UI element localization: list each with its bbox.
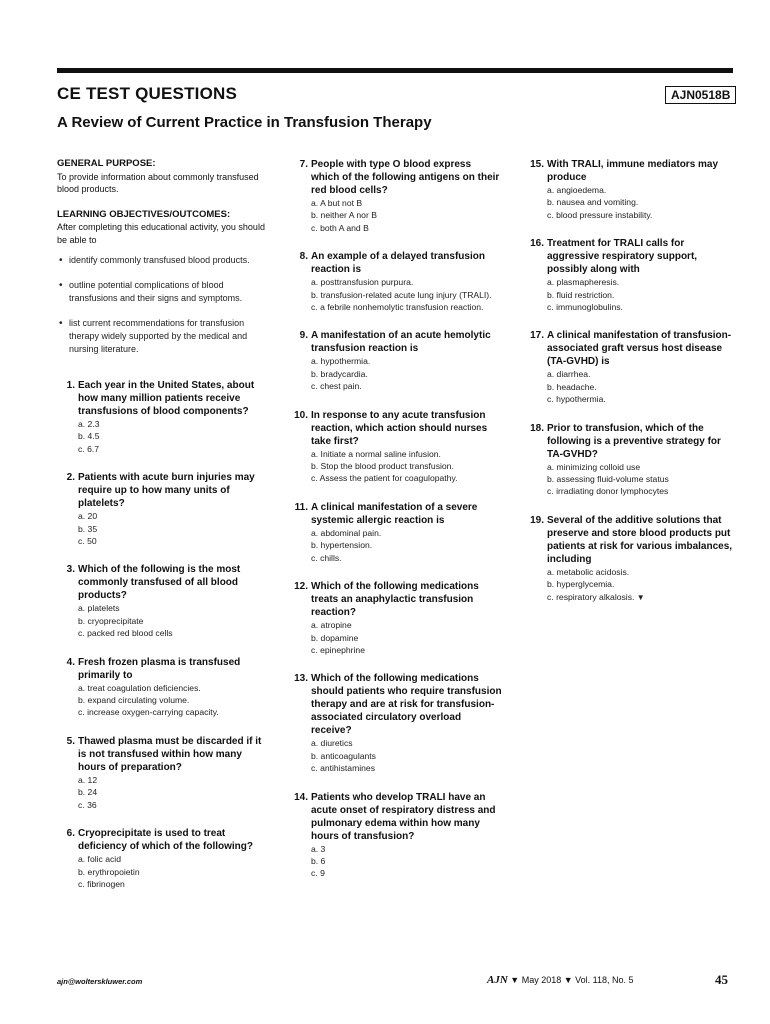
footer-issue — [487, 974, 634, 986]
question-stem: A clinical manifestation of a severe systemic allergic reaction is — [311, 501, 478, 526]
answer-option — [311, 619, 502, 631]
question-text — [526, 158, 734, 184]
answer-option-text: b. anticoagulants — [311, 750, 376, 761]
answer-option — [78, 786, 269, 798]
objectives-text: After completing this educational activity, you should be able to — [57, 222, 265, 245]
answer-option — [78, 878, 269, 890]
answer-option-text: c. 6.7 — [78, 443, 100, 454]
answer-option — [547, 289, 734, 301]
objective-item: • outline potential complications of blood transfusions and their signs and symptoms. — [57, 279, 269, 305]
answer-options — [308, 448, 502, 485]
question-number: 15. — [530, 159, 544, 170]
question-stem: In response to any acute transfusion reaction, which action should nurses take first? — [311, 409, 488, 447]
answer-option — [78, 430, 269, 442]
answer-option-text: a. 12 — [78, 774, 98, 785]
answer-option — [311, 750, 502, 762]
answer-option-text: b. nausea and vomiting. — [547, 197, 639, 208]
answer-option-text: a. posttransfusion purpura. — [311, 277, 414, 288]
question-text — [57, 827, 269, 853]
question-text — [290, 501, 502, 527]
question-number: 18. — [530, 422, 544, 434]
question-text — [526, 422, 734, 461]
answer-option-text: b. assessing fluid-volume status — [547, 474, 669, 485]
answer-option — [78, 615, 269, 627]
answer-option-text: a. plasmapheresis. — [547, 277, 620, 288]
question-item — [526, 329, 734, 405]
question-item — [526, 422, 734, 498]
question-item — [290, 672, 502, 774]
question-text — [290, 672, 502, 737]
question-stem: Which of the following medications treats an anaphylactic transfusion reaction? — [311, 581, 479, 619]
answer-option — [311, 448, 502, 460]
answer-options — [75, 418, 269, 455]
answer-option-text: b. fluid restriction. — [547, 289, 615, 300]
answer-option-text: a. abdominal pain. — [311, 527, 382, 538]
answer-option — [547, 184, 734, 196]
answer-option — [311, 368, 502, 380]
journal-name: AJN — [487, 974, 508, 986]
question-text — [290, 791, 502, 843]
answer-option — [547, 591, 734, 604]
answer-option — [311, 355, 502, 367]
answer-option-text: b. neither A nor B — [311, 210, 377, 221]
answer-option-text: b. expand circulating volume. — [78, 695, 190, 706]
answer-option — [311, 843, 502, 855]
question-stem: Patients who develop TRALI have an acute onset of respiratory distress and pulmonary edema within how many hours of transfusion? — [311, 791, 496, 842]
answer-option — [311, 762, 502, 774]
answer-option — [547, 276, 734, 288]
answer-options — [75, 853, 269, 890]
objective-item: • list current recommendations for transfusion therapy widely supported by the medical and nursing literature. — [57, 317, 269, 356]
question-stem: With TRALI, immune mediators may produce — [547, 159, 719, 183]
answer-option — [311, 527, 502, 539]
answer-options — [544, 461, 734, 498]
answer-option-text: b. 4.5 — [78, 431, 100, 442]
purpose-text: To provide information about commonly transfused blood products. — [57, 171, 259, 194]
question-stem: Several of the additive solutions that preserve and store blood products put patients at risk for various imbalances, including — [547, 514, 733, 565]
answer-options — [75, 774, 269, 811]
answer-option — [78, 682, 269, 694]
question-number: 17. — [530, 330, 544, 342]
answer-option — [547, 578, 734, 590]
answer-option — [78, 535, 269, 547]
question-item — [57, 379, 269, 455]
answer-option — [78, 418, 269, 430]
answer-option-text: a. diuretics — [311, 738, 353, 749]
answer-option-text: c. Assess the patient for coagulopathy. — [311, 473, 458, 484]
answer-option — [547, 381, 734, 393]
question-number: 10. — [294, 409, 308, 421]
answer-option — [78, 523, 269, 535]
answer-option — [547, 301, 734, 313]
question-number: 11. — [294, 501, 308, 513]
learning-objectives — [57, 209, 269, 357]
answer-option — [311, 737, 502, 749]
answer-option-text: a. 3 — [311, 843, 326, 854]
issue-info: ▼ May 2018 ▼ Vol. 118, No. 5 — [510, 975, 634, 985]
answer-options — [75, 602, 269, 639]
objectives-heading: LEARNING OBJECTIVES/OUTCOMES: — [57, 208, 231, 220]
answer-option — [311, 301, 502, 313]
question-number: 6. — [66, 828, 75, 840]
question-stem: Each year in the United States, about how many million patients receive transfusions of blood components? — [78, 380, 255, 417]
answer-option-text: c. epinephrine — [311, 644, 365, 655]
answer-option-text: b. hyperglycemia. — [547, 579, 615, 590]
answer-option — [311, 472, 502, 484]
answer-option-text: a. metabolic acidosis. — [547, 566, 630, 577]
answer-option — [311, 276, 502, 288]
question-stem: Cryoprecipitate is used to treat deficiency of which of the following? — [78, 828, 253, 853]
answer-option-text: a. A but not B — [311, 198, 363, 208]
question-number: 14. — [294, 791, 308, 803]
answer-option-text: c. hypothermia. — [547, 394, 606, 405]
question-stem: An example of a delayed transfusion reaction is — [311, 251, 485, 276]
question-number: 7. — [299, 159, 308, 170]
question-item — [57, 563, 269, 639]
answer-option-text: a. 20 — [78, 511, 98, 522]
question-number: 13. — [294, 673, 308, 685]
answer-option — [311, 460, 502, 472]
question-stem: A clinical manifestation of transfusion-associated graft versus host disease (TA-GVHD) is — [547, 330, 732, 368]
question-stem: Prior to transfusion, which of the following is a preventive strategy for TA-GVHD? — [547, 422, 721, 460]
answer-option-text: c. 9 — [311, 868, 325, 879]
answer-option-text: a. folic acid — [78, 854, 121, 865]
question-text — [526, 514, 734, 566]
answer-option-text: a. Initiate a normal saline infusion. — [311, 448, 441, 459]
answer-option — [311, 289, 502, 301]
question-text — [290, 329, 502, 355]
answer-option — [311, 209, 502, 221]
answer-option-text: a. treat coagulation deficiencies. — [78, 682, 201, 693]
question-number: 3. — [66, 564, 75, 576]
objective-item: • identify commonly transfused blood products. — [57, 254, 269, 267]
question-text — [57, 735, 269, 774]
question-stem: Treatment for TRALI calls for aggressive respiratory support, possibly along with — [547, 238, 698, 276]
article-code-badge: AJN0518B — [665, 86, 736, 104]
end-mark-icon: ▼ — [636, 592, 645, 602]
answer-option-text: b. Stop the blood product transfusion. — [311, 461, 454, 472]
answer-option-text: b. bradycardia. — [311, 368, 368, 379]
answer-option — [311, 855, 502, 867]
question-number: 4. — [66, 656, 75, 668]
question-number: 19. — [530, 514, 544, 526]
answer-option-text: c. respiratory alkalosis. — [547, 591, 635, 602]
questions-column-3 — [526, 158, 734, 604]
answer-option-text: a. 2.3 — [78, 419, 100, 429]
answer-option-text: b. dopamine — [311, 632, 359, 643]
question-number: 9. — [299, 330, 308, 342]
purpose-heading: GENERAL PURPOSE: — [57, 158, 156, 169]
answer-option-text: c. packed red blood cells — [78, 628, 173, 639]
answer-option-text: b. headache. — [547, 381, 597, 392]
answer-option-text: c. 36 — [78, 799, 97, 810]
question-item — [526, 514, 734, 604]
questions-column-2 — [290, 158, 502, 880]
question-item — [57, 471, 269, 547]
answer-option — [547, 473, 734, 485]
answer-option-text: b. hypertension. — [311, 540, 373, 551]
question-text — [57, 379, 269, 418]
answer-option-text: b. 6 — [311, 855, 326, 866]
answer-option — [78, 627, 269, 639]
answer-options — [544, 184, 734, 221]
question-number: 2. — [66, 472, 75, 484]
question-item — [57, 827, 269, 890]
answer-option-text: b. 24 — [78, 787, 98, 798]
question-stem: Fresh frozen plasma is transfused primarily to — [78, 656, 241, 681]
answer-option — [78, 706, 269, 718]
question-stem: People with type O blood express which of the following antigens on their red blood cells? — [311, 159, 500, 196]
answer-options — [308, 197, 502, 234]
answer-option — [311, 632, 502, 644]
answer-option — [311, 222, 502, 234]
answer-option — [78, 853, 269, 865]
question-text — [57, 471, 269, 510]
answer-option-text: c. antihistamines — [311, 763, 376, 774]
answer-option — [547, 485, 734, 497]
page-title: CE TEST QUESTIONS — [57, 84, 238, 103]
general-purpose — [57, 158, 269, 196]
answer-option-text: b. 35 — [78, 523, 98, 534]
answer-option — [311, 380, 502, 392]
column-1 — [57, 158, 269, 906]
answer-options — [544, 368, 734, 405]
answer-option-text: b. erythropoietin — [78, 866, 140, 877]
answer-option — [547, 461, 734, 473]
answer-options — [75, 682, 269, 719]
answer-option — [311, 867, 502, 879]
answer-option-text: c. immunoglobulins. — [547, 302, 623, 313]
column-2 — [290, 158, 502, 896]
answer-option-text: c. a febrile nonhemolytic transfusion reaction. — [311, 302, 484, 313]
question-stem: Which of the following medications should patients who require transfusion therapy and are at risk for transfusion-associated circulatory overload receive? — [311, 673, 502, 737]
question-stem: Thawed plasma must be discarded if it is not transfused within how many hours of preparation? — [78, 735, 262, 773]
answer-option-text: a. minimizing colloid use — [547, 461, 641, 472]
answer-option-text: b. cryoprecipitate — [78, 615, 144, 626]
answer-option — [78, 602, 269, 614]
answer-options — [308, 737, 502, 774]
answer-option — [311, 197, 502, 209]
question-text — [290, 158, 502, 197]
answer-option-text: a. atropine — [311, 620, 352, 631]
question-text — [526, 237, 734, 276]
question-text — [290, 250, 502, 276]
question-item — [290, 580, 502, 656]
article-subtitle: A Review of Current Practice in Transfusion Therapy — [57, 114, 432, 131]
page-number: 45 — [715, 972, 728, 987]
top-rule — [57, 68, 733, 73]
answer-option-text: a. platelets — [78, 603, 120, 614]
answer-option-text: c. chills. — [311, 552, 342, 563]
answer-option — [547, 196, 734, 208]
question-number: 5. — [66, 735, 75, 747]
answer-option-text: c. fibrinogen — [78, 878, 125, 889]
question-item — [290, 791, 502, 880]
answer-options — [308, 355, 502, 392]
answer-options — [75, 510, 269, 547]
question-item — [290, 158, 502, 234]
answer-option-text: c. blood pressure instability. — [547, 209, 653, 220]
answer-option — [311, 552, 502, 564]
question-number: 8. — [299, 251, 308, 263]
question-text — [526, 329, 734, 368]
question-stem: Patients with acute burn injuries may require up to how many units of platelets? — [78, 472, 255, 510]
answer-options — [544, 276, 734, 313]
question-item — [290, 409, 502, 485]
question-text — [290, 580, 502, 619]
question-item — [526, 158, 734, 221]
questions-column-1 — [57, 379, 269, 890]
question-text — [290, 409, 502, 448]
answer-option — [547, 566, 734, 578]
answer-options — [308, 619, 502, 656]
answer-option — [547, 393, 734, 405]
question-item — [57, 656, 269, 719]
answer-option-text: a. hypothermia. — [311, 356, 371, 367]
answer-option — [311, 644, 502, 656]
answer-option — [78, 443, 269, 455]
answer-option-text: c. both A and B — [311, 222, 369, 233]
answer-options — [308, 276, 502, 313]
answer-option-text: b. transfusion-related acute lung injury (TRALI). — [311, 289, 492, 300]
answer-option — [78, 774, 269, 786]
answer-options — [308, 843, 502, 880]
answer-option-text: a. angioedema. — [547, 185, 607, 195]
answer-options — [308, 527, 502, 564]
question-stem: A manifestation of an acute hemolytic transfusion reaction is — [311, 330, 491, 355]
question-text — [57, 656, 269, 682]
objectives-list — [57, 254, 269, 356]
answer-option-text: c. 50 — [78, 536, 97, 547]
answer-option — [311, 539, 502, 551]
answer-option-text: c. chest pain. — [311, 381, 362, 392]
answer-option — [78, 866, 269, 878]
question-item — [290, 501, 502, 564]
answer-option-text: c. irradiating donor lymphocytes — [547, 486, 669, 497]
answer-option — [547, 368, 734, 380]
question-item — [57, 735, 269, 811]
question-number: 16. — [530, 238, 544, 250]
column-3 — [526, 158, 734, 620]
footer-email: ajn@wolterskluwer.com — [57, 977, 143, 986]
question-number: 12. — [294, 581, 308, 593]
answer-options — [544, 566, 734, 604]
question-item — [526, 237, 734, 313]
answer-option — [547, 209, 734, 221]
answer-option — [78, 694, 269, 706]
question-stem: Which of the following is the most commonly transfused of all blood products? — [78, 564, 241, 602]
question-item — [290, 329, 502, 392]
answer-option — [78, 510, 269, 522]
answer-option — [78, 799, 269, 811]
answer-option-text: a. diarrhea. — [547, 369, 591, 380]
question-item — [290, 250, 502, 313]
question-text — [57, 563, 269, 602]
answer-option-text: c. increase oxygen-carrying capacity. — [78, 707, 219, 718]
question-number: 1. — [66, 380, 75, 391]
